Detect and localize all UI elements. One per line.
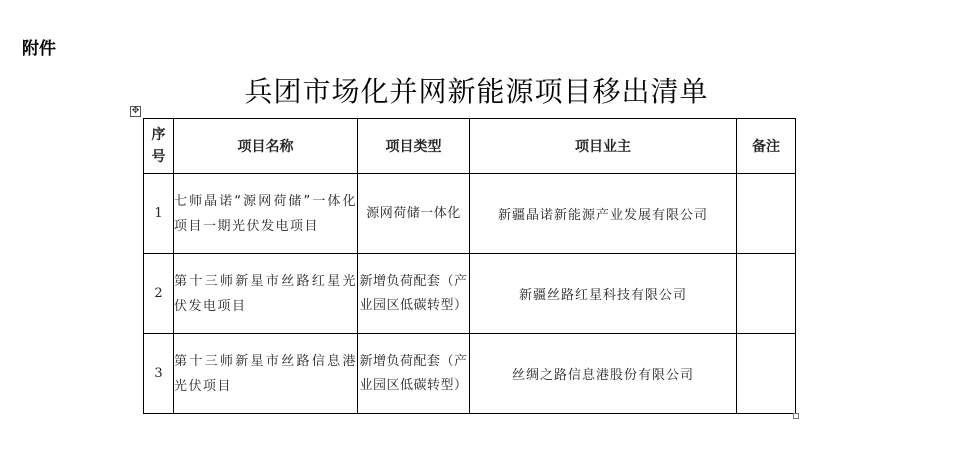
cell-no: 3 [144, 334, 174, 414]
cell-no: 1 [144, 174, 174, 254]
table-resize-handle[interactable] [793, 413, 799, 419]
cell-type: 新增负荷配套（产业园区低碳转型） [358, 254, 470, 334]
header-owner: 项目业主 [470, 119, 737, 174]
header-note: 备注 [737, 119, 796, 174]
cell-name: 第十三师新星市丝路信息港光伏项目 [174, 334, 358, 414]
cell-type: 源网荷储一体化 [358, 174, 470, 254]
table-row [144, 334, 796, 414]
table-header-row [144, 119, 796, 174]
table-move-handle-icon[interactable]: ✥ [131, 106, 140, 116]
attachment-label: 附件 [22, 39, 56, 59]
project-table [143, 118, 796, 414]
cell-note [737, 334, 796, 414]
cell-name: 第十三师新星市丝路红星光伏发电项目 [174, 254, 358, 334]
cell-owner: 丝绸之路信息港股份有限公司 [470, 334, 737, 414]
table-row [144, 174, 796, 254]
cell-owner: 新疆晶诺新能源产业发展有限公司 [470, 174, 737, 254]
cell-note [737, 254, 796, 334]
cell-owner: 新疆丝路红星科技有限公司 [470, 254, 737, 334]
cell-no: 2 [144, 254, 174, 334]
header-type: 项目类型 [358, 119, 470, 174]
cell-type: 新增负荷配套（产业园区低碳转型） [358, 334, 470, 414]
cell-name: 七师晶诺“源网荷储”一体化项目一期光伏发电项目 [174, 174, 358, 254]
document-title: 兵团市场化并网新能源项目移出清单 [244, 75, 709, 108]
cell-note [737, 174, 796, 254]
header-no: 序号 [144, 119, 174, 174]
table-row [144, 254, 796, 334]
header-name: 项目名称 [174, 119, 358, 174]
